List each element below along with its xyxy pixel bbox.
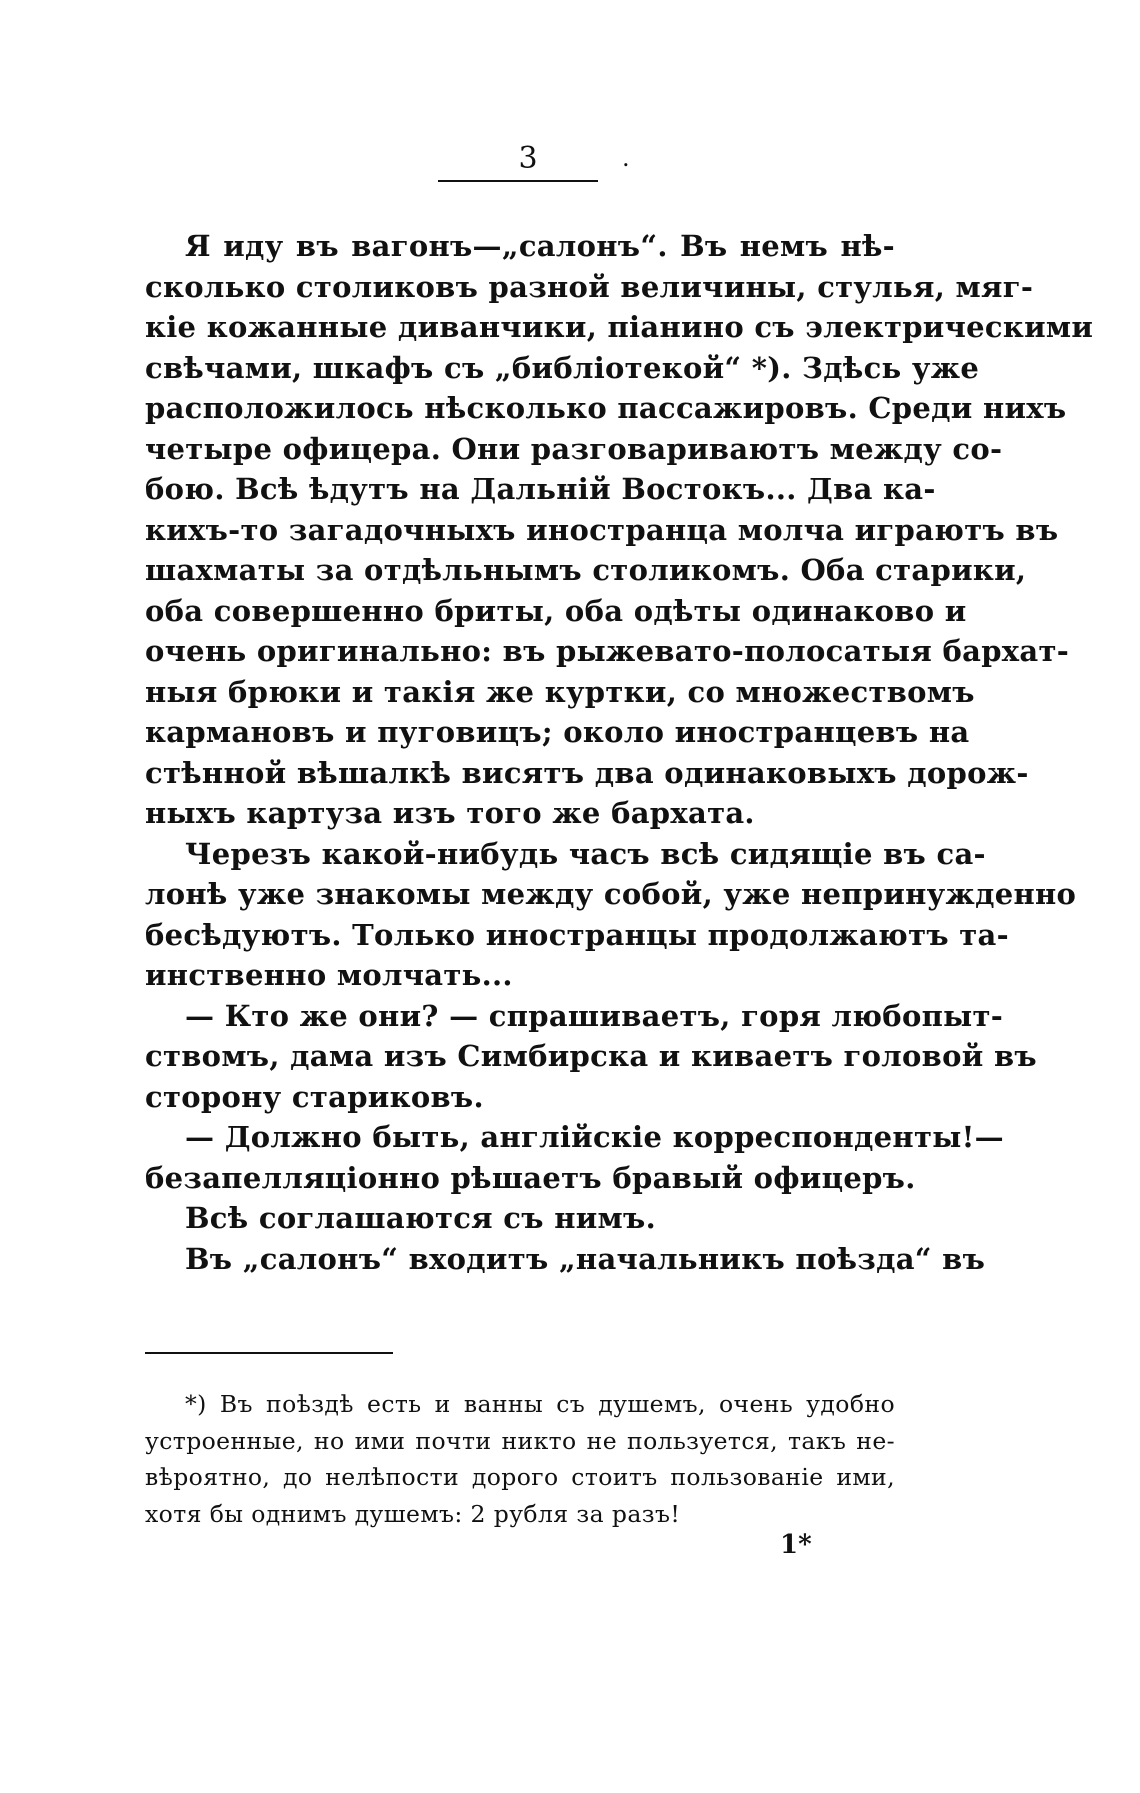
text-line: безапелляціонно рѣшаетъ бравый офицеръ. (145, 1160, 916, 1195)
text-line: Я иду въ вагонъ—„салонъ“. Въ немъ нѣ- (185, 229, 895, 263)
page-header (0, 142, 1140, 202)
page-number: 3 (518, 141, 538, 176)
text-line: — Кто же они? — спрашиваетъ, горя любопыт- (185, 998, 1004, 1033)
text-line: Всѣ соглашаются съ нимъ. (185, 1201, 656, 1235)
text-line: стѣнной вѣшалкѣ висятъ два одинаковыхъ дорож- (145, 755, 1029, 790)
text-line: сколько столиковъ разной величины, стулья, мяг- (145, 269, 1034, 304)
text-line: сторону стариковъ. (145, 1079, 484, 1114)
footnote-line: хотя бы однимъ душемъ: 2 рубля за разъ! (145, 1499, 681, 1528)
text-line: Въ „салонъ“ входитъ „начальникъ поѣзда“ въ (185, 1241, 986, 1276)
footnote-line: вѣроятно, до нелѣпости дорого стоитъ пользованіе ими, (145, 1463, 895, 1491)
printer-signature: 1* (780, 1530, 812, 1560)
main-text (145, 226, 1094, 1279)
header-rule (438, 180, 598, 182)
header-dot: . (622, 144, 630, 172)
text-line: очень оригинально: въ рыжевато-полосатыя бархат- (145, 634, 1070, 668)
text-line: четыре офицера. Они разговариваютъ между со- (145, 431, 1003, 466)
text-line: кихъ-то загадочныхъ иностранца молча играютъ въ (145, 512, 1059, 547)
text-line: Черезъ какой-нибудь часъ всѣ сидящіе въ са- (185, 836, 986, 871)
footnote-line: устроенные, но ими почти никто не пользуется, такъ не- (145, 1426, 895, 1455)
text-line: шахматы за отдѣльнымъ столикомъ. Оба старики, (145, 553, 1027, 587)
text-line: ныхъ картуза изъ того же бархата. (145, 796, 755, 830)
text-line: оба совершенно бриты, оба одѣты одинаково и (145, 593, 967, 628)
text-line: свѣчами, шкафъ съ „библіотекой“ *). Здѣсь уже (145, 350, 980, 385)
text-line: лонѣ уже знакомы между собой, уже непринужденно (145, 877, 1077, 911)
footnote-rule (145, 1352, 393, 1354)
text-line: ныя брюки и такія же куртки, со множествомъ (145, 674, 975, 709)
text-line: бою. Всѣ ѣдутъ на Дальній Востокъ... Два ка- (145, 472, 936, 506)
text-line: — Должно быть, англійскіе корреспонденты!— (185, 1120, 1004, 1154)
footnote-line: *) Въ поѣздѣ есть и ванны съ душемъ, очень удобно (185, 1390, 895, 1418)
text-line: расположилось нѣсколько пассажировъ. Среди нихъ (145, 391, 1067, 425)
text-line: ствомъ, дама изъ Симбирска и киваетъ головой въ (145, 1039, 1037, 1073)
text-line: кіе кожанные диванчики, піанино съ электрическими (145, 310, 1094, 344)
text-line: бесѣдуютъ. Только иностранцы продолжаютъ та- (145, 917, 1009, 952)
footnote (145, 1386, 895, 1532)
text-line: инственно молчать... (145, 958, 513, 992)
text-line: кармановъ и пуговицъ; около иностранцевъ на (145, 715, 970, 749)
